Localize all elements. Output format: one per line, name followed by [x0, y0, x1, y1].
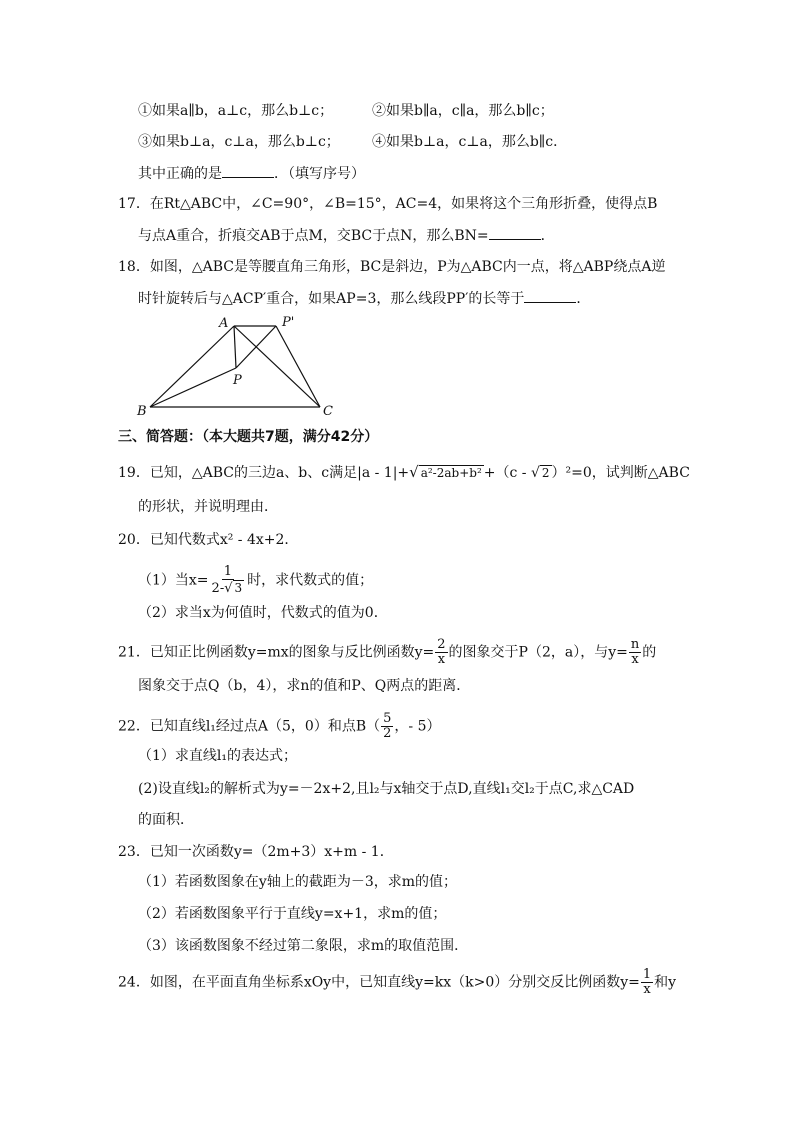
q22-fraction	[381, 712, 393, 741]
q24-fraction	[641, 968, 653, 997]
answer-blank[interactable]	[222, 163, 274, 178]
q21-text-post: 的	[642, 644, 657, 661]
q17-line-1: 17．在Rt△ABC中，∠C=90°，∠B=15°，AC=4，如果将这个三角形折叠，使得点B	[118, 196, 658, 212]
radical-sign: √	[530, 465, 540, 481]
label-b: B	[137, 404, 147, 419]
fraction-denominator: x	[631, 652, 639, 667]
segment-ab	[150, 326, 234, 407]
q23-part-3: （3）该函数图象不经过第二象限，求m的取值范围．	[138, 938, 469, 954]
q16-question	[138, 163, 365, 184]
q17-line-2-suffix: ．	[540, 228, 555, 244]
q21-fraction-2	[629, 638, 641, 667]
q20-part-2: （2）求当x为何值时，代数式的值为0．	[138, 605, 388, 621]
q17-line-2-text: 与点A重合，折痕交AB于点M，交BC于点N，那么BN=	[138, 228, 489, 244]
fraction-numerator: n	[630, 637, 640, 652]
q24-text-post: 和y	[654, 974, 677, 991]
q18-line-2-suffix: ．	[576, 291, 591, 307]
q20-fraction	[210, 565, 247, 596]
q17-line-2	[138, 225, 555, 246]
segment-pp2	[236, 326, 276, 368]
q23-part-1: （1）若函数图象在y轴上的截距为－3，求m的值；	[138, 874, 457, 890]
q19-text: 19．已知，△ABC的三边a、b、c满足|a - 1|+	[118, 465, 410, 481]
q20-line-1: 20．已知代数式x² - 4x+2．	[118, 532, 299, 548]
segment-p2c	[276, 326, 320, 407]
q20-radicand: 3	[234, 581, 243, 595]
q22-part-2: (2)设直线l₂的解析式为y=－2x+2,且l₂与x轴交于点D,直线l₁交l₂于点C,求△CAD	[138, 781, 635, 797]
answer-blank[interactable]	[489, 225, 541, 240]
answer-blank[interactable]	[524, 288, 576, 303]
q22-text: 22．已知直线l₁经过点A（5，0）和点B（	[118, 718, 381, 735]
q21-fraction-1	[435, 638, 447, 667]
q23-line-1: 23．已知一次函数y=（2m+3）x+m - 1．	[118, 844, 394, 860]
q21-line-1	[118, 638, 656, 667]
q20-part-1-suffix: 时，求代数式的值；	[247, 572, 374, 589]
q19-line-2: 的形状，并说明理由．	[138, 499, 278, 515]
q18-figure	[130, 312, 340, 422]
q19-line-1	[118, 462, 690, 483]
label-c: C	[323, 404, 333, 419]
fraction-numerator: 5	[383, 711, 392, 726]
q18-line-2	[138, 288, 590, 309]
fraction-denominator: 2	[383, 726, 392, 741]
q19-radicand: a²-2ab+b²	[420, 466, 482, 480]
q24-text: 24．如图，在平面直角坐标系xOy中，已知直线y=kx（k>0）分别交反比例函数y=	[118, 974, 640, 991]
fraction-denominator: x	[437, 652, 446, 667]
label-a: A	[219, 316, 229, 331]
fraction-denominator: 2-√ 3	[211, 581, 243, 596]
fraction-numerator: 1	[642, 967, 652, 982]
q19-radicand-2: 2	[541, 466, 550, 480]
q16-option-2: ②如果b∥a，c∥a，那么b∥c；	[372, 103, 554, 119]
q22-text-post: ，- 5）	[394, 718, 441, 735]
section-heading: 三、简答题：（本大题共7题，满分42分）	[118, 429, 379, 445]
q22-line-1	[118, 712, 441, 741]
q18-line-1: 18．如图，△ABC是等腰直角三角形，BC是斜边，P为△ABC内一点，将△ABP绕点A逆	[118, 259, 666, 275]
q23-part-2: （2）若函数图象平行于直线y=x+1，求m的值；	[138, 906, 447, 922]
q24-line-1	[118, 968, 676, 997]
q21-text: 21．已知正比例函数y=mx的图象与反比例函数y=	[118, 644, 435, 661]
fraction-denominator: x	[643, 982, 651, 997]
fraction-numerator: 2	[437, 637, 446, 652]
q21-text-mid: 的图象交于P（2，a），与y=	[448, 644, 628, 661]
q20-part-1-text: （1）当x=	[138, 572, 209, 589]
q16-option-3: ③如果b⊥a，c⊥a，那么b⊥c；	[138, 134, 340, 150]
segment-ac	[234, 326, 320, 407]
q20-part-1	[138, 565, 373, 596]
q16-option-1: ①如果a∥b，a⊥c，那么b⊥c；	[138, 103, 334, 119]
q19-text-mid: +（c -	[483, 465, 531, 481]
q16-question-text: 其中正确的是	[138, 166, 222, 182]
q16-question-suffix: ．（填写序号）	[274, 166, 365, 182]
fraction-denominator-text: 2-	[211, 581, 225, 596]
q21-line-2: 图象交于点Q（b，4），求n的值和P、Q两点的距离．	[138, 678, 471, 694]
radical-sign: √	[409, 463, 419, 481]
label-p-prime: P'	[282, 315, 295, 330]
fraction-numerator: 1	[223, 564, 232, 579]
q16-option-4: ④如果b⊥a，c⊥a，那么b∥c．	[372, 134, 568, 150]
q22-part-1: （1）求直线l₁的表达式；	[138, 748, 297, 764]
q19-text-post: ）²=0，试判断△ABC	[551, 465, 690, 481]
label-p: P	[233, 373, 242, 388]
q22-part-2-cont: 的面积．	[138, 812, 194, 828]
q18-line-2-text: 时针旋转后与△ACP′重合，如果AP=3，那么线段PP′的长等于	[138, 291, 525, 307]
segment-bp	[150, 368, 236, 407]
segment-ap	[234, 326, 236, 368]
